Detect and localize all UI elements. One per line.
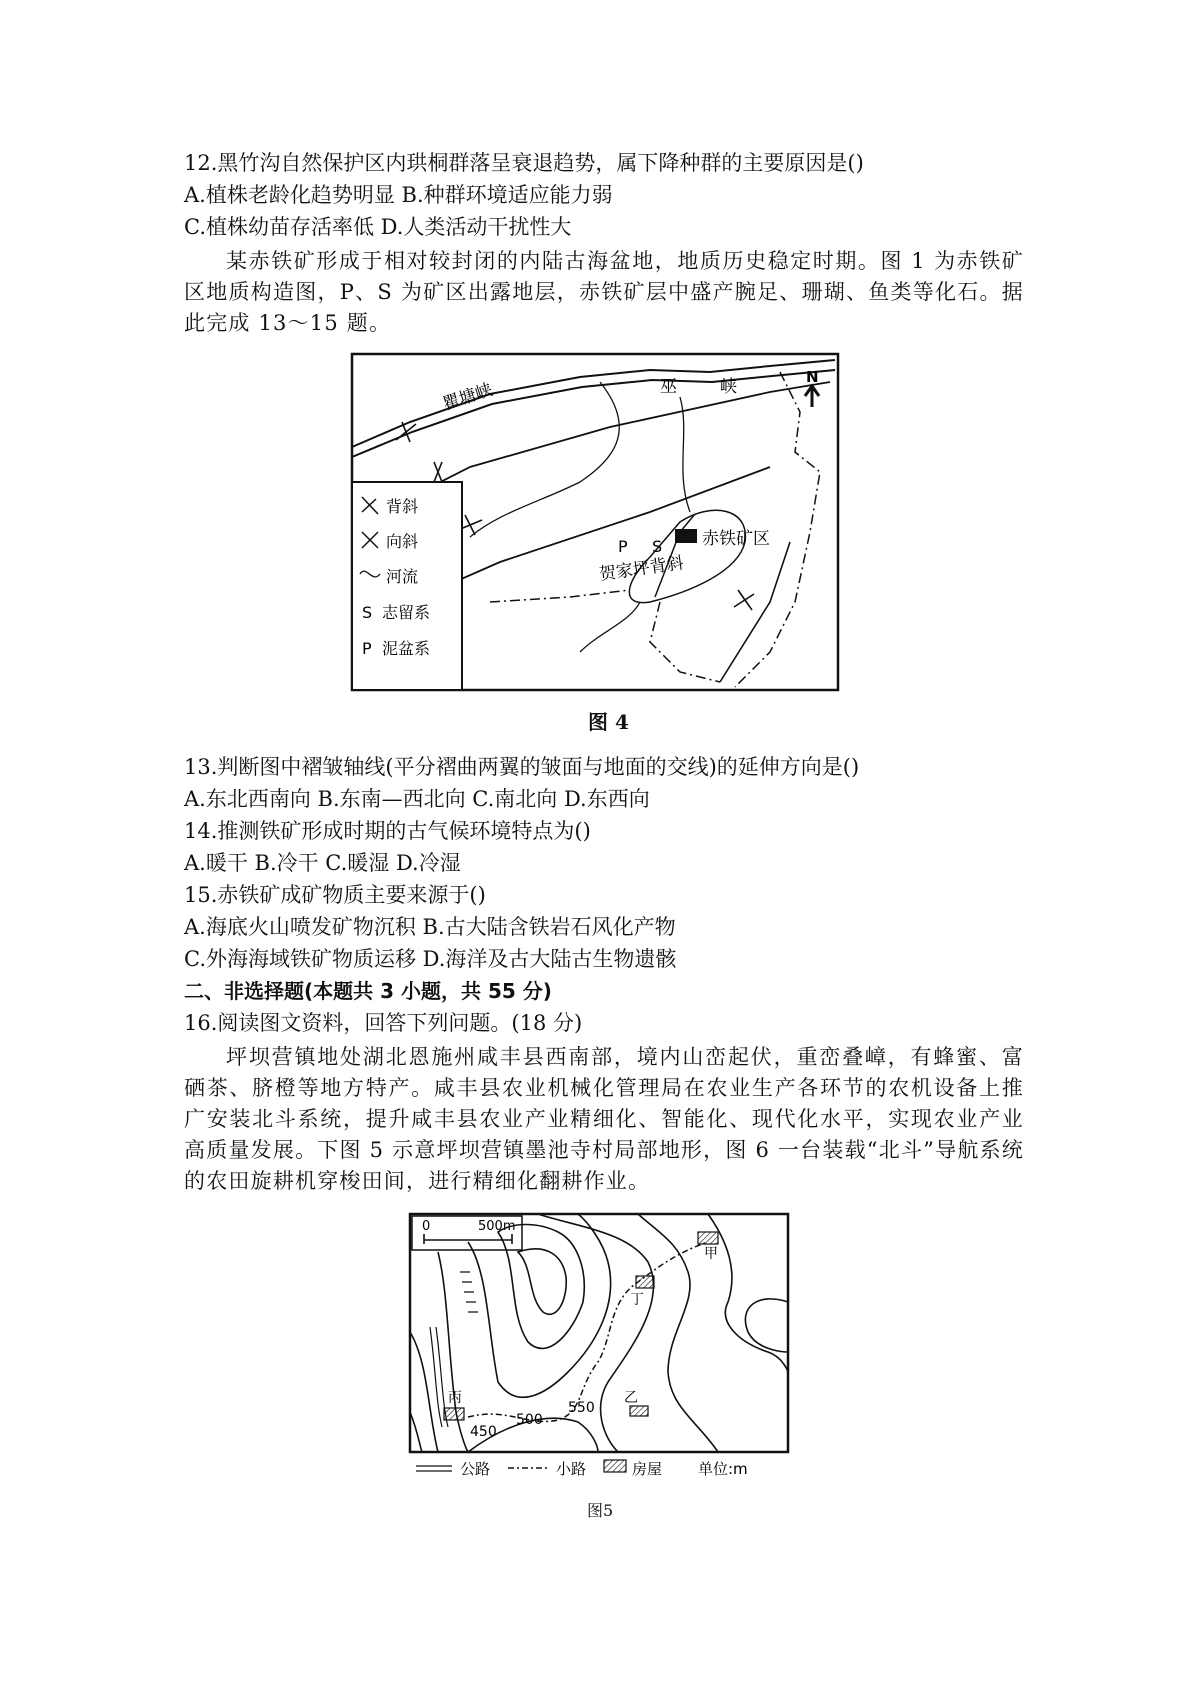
- xia-label: 峡: [720, 377, 737, 397]
- place-jia: 甲: [704, 1246, 718, 1262]
- legend-anticline: 背斜: [386, 497, 419, 516]
- legend-s-key: S: [362, 603, 373, 622]
- q16-stem: 16.阅读图文资料，回答下列问题。(18 分): [184, 1011, 583, 1035]
- place-yi: 乙: [624, 1390, 638, 1406]
- figure5-caption: 图5: [587, 1501, 614, 1520]
- figure4-caption: 图 4: [588, 710, 629, 734]
- q12-options-cd: C.植株幼苗存活率低 D.人类活动干扰性大: [184, 215, 572, 239]
- q14-stem: 14.推测铁矿形成时期的古气候环境特点为(): [184, 819, 591, 843]
- north-label: N: [806, 368, 819, 386]
- legend-road: 公路: [460, 1460, 491, 1478]
- place-bing: 丙: [448, 1390, 462, 1406]
- legend-syncline: 向斜: [386, 532, 419, 551]
- legend-s-name: 志留系: [382, 603, 431, 622]
- scale-length: 500m: [478, 1219, 516, 1234]
- q16-passage: 坪坝营镇地处湖北恩施州咸丰县西南部，境内山峦起伏，重峦叠嶂，有蜂蜜、富硒茶、脐橙等地方特产。咸丰县农业机械化管理局在农业生产各环节的农机设备上推广安装北斗系统，提升咸丰县农业产业精细化、智能化、现代化水平，实现农业产业高质量发展。下图 5 示意坪坝营镇墨池寺村局部地形，图 6 一台装载“北斗”导航系统的农田旋耕机穿梭田间，进行精细化翻耕作业。: [184, 1045, 1024, 1193]
- mine-label: 赤铁矿区: [702, 529, 770, 549]
- stratum-s-label: S: [652, 537, 663, 556]
- wu-label: 巫: [660, 377, 677, 397]
- mine-marker: [675, 529, 697, 543]
- q13-options: A.东北西南向 B.东南—西北向 C.南北向 D.东西向: [184, 787, 650, 811]
- contour-550: 550: [568, 1400, 595, 1416]
- legend-river: 河流: [386, 567, 419, 586]
- q15-options-cd: C.外海海域铁矿物质运移 D.海洋及古大陆古生物遗骸: [184, 947, 677, 971]
- passage-13-15: 某赤铁矿形成于相对较封闭的内陆古海盆地，地质历史稳定时期。图 1 为赤铁矿区地质构造图，P、S 为矿区出露地层，赤铁矿层中盛产腕足、珊瑚、鱼类等化石。据此完成 13～15 题。: [184, 249, 1024, 335]
- legend-unit: 单位:m: [698, 1460, 748, 1478]
- place-ding: 丁: [630, 1292, 644, 1308]
- q15-options-ab: A.海底火山喷发矿物沉积 B.古大陆含铁岩石风化产物: [184, 915, 676, 939]
- contour-450: 450: [470, 1424, 497, 1440]
- legend-house: 房屋: [632, 1460, 663, 1478]
- q13-stem: 13.判断图中褶皱轴线(平分褶曲两翼的皱面与地面的交线)的延伸方向是(): [184, 755, 860, 779]
- legend-path: 小路: [556, 1460, 587, 1478]
- scale-zero: 0: [422, 1219, 431, 1234]
- contour-500: 500: [516, 1412, 543, 1428]
- qutang-label: 瞿塘峡: [440, 379, 496, 415]
- q14-options: A.暖干 B.冷干 C.暖湿 D.冷湿: [184, 851, 461, 875]
- section-2-heading: 二、非选择题(本题共 3 小题，共 55 分): [184, 979, 552, 1003]
- legend-p-key: P: [362, 639, 372, 658]
- stratum-p-label: P: [618, 537, 628, 556]
- geologic-map: [350, 352, 840, 692]
- anticline-name-label: 贺家坪背斜: [597, 553, 685, 585]
- contour-map: [408, 1212, 790, 1486]
- q12-options-ab: A.植株老龄化趋势明显 B.种群环境适应能力弱: [184, 183, 613, 207]
- legend-p-name: 泥盆系: [382, 639, 431, 658]
- q15-stem: 15.赤铁矿成矿物质主要来源于(): [184, 883, 486, 907]
- q12-stem: 12.黑竹沟自然保护区内珙桐群落呈衰退趋势，属下降种群的主要原因是(): [184, 151, 864, 175]
